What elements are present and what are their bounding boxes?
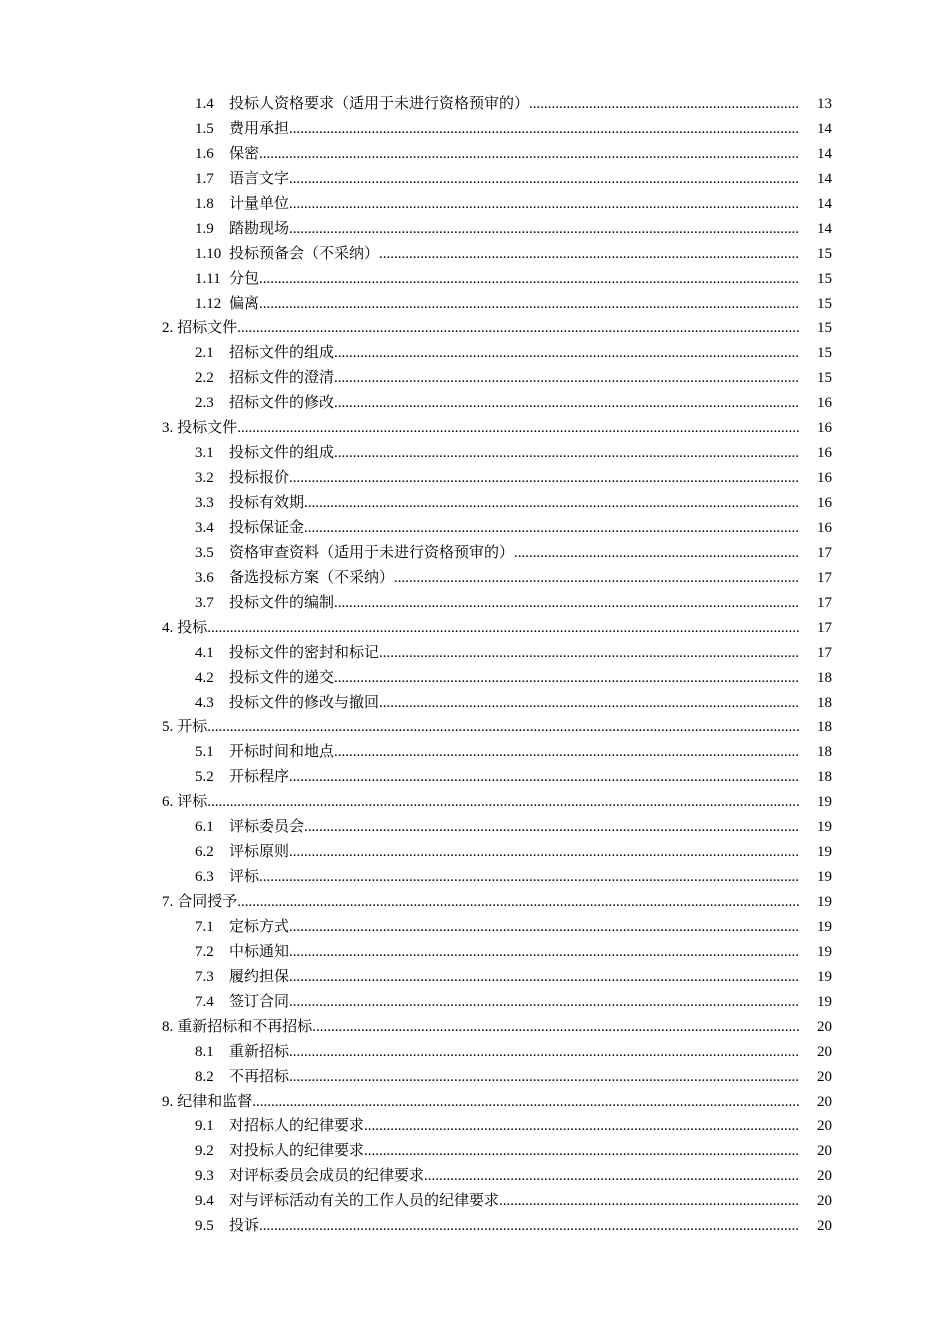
toc-page-number: 19 — [817, 894, 832, 910]
toc-page-number: 20 — [817, 1118, 832, 1135]
toc-page-number: 16 — [817, 470, 832, 487]
toc-page-number: 18 — [817, 769, 832, 786]
toc-page-number: 17 — [817, 544, 832, 561]
toc-entry-text — [195, 1065, 800, 1090]
toc-dot-leader — [289, 1040, 800, 1065]
toc-subsection-entry[interactable] — [0, 117, 950, 142]
toc-page-number: 17 — [817, 569, 832, 586]
toc-page-number: 17 — [817, 619, 832, 636]
toc-page-number: 19 — [817, 918, 832, 935]
toc-section-entry[interactable] — [0, 715, 950, 740]
toc-entry-number: 5.1 — [195, 744, 214, 761]
toc-entry-number: 2.2 — [195, 370, 214, 387]
toc-entry-number: 8.2 — [195, 1068, 214, 1085]
toc-subsection-entry[interactable] — [0, 92, 950, 117]
toc-entry-number: 1.11 — [195, 270, 221, 287]
toc-page-number: 19 — [817, 794, 832, 811]
toc-entry-number: 1.4 — [195, 96, 214, 112]
toc-entry-title: 评标 — [229, 869, 260, 886]
toc-page-number: 19 — [817, 844, 832, 861]
toc-subsection-entry[interactable] — [0, 840, 950, 865]
toc-subsection-entry[interactable] — [0, 1065, 950, 1090]
toc-entry-title: 投标文件的组成 — [229, 445, 335, 462]
toc-entry-number: 3. — [162, 420, 174, 437]
toc-entry-title: 开标时间和地点 — [229, 744, 335, 761]
toc-dot-leader — [529, 92, 800, 117]
toc-dot-leader — [289, 915, 800, 940]
toc-entry-number: 1.8 — [195, 195, 214, 212]
toc-entry-number: 4.2 — [195, 669, 214, 686]
toc-page-number: 18 — [817, 669, 832, 686]
toc-section-entry[interactable] — [0, 616, 950, 641]
toc-entry-title: 中标通知 — [229, 943, 290, 960]
toc-entry-title: 投标文件 — [177, 420, 238, 437]
toc-entry-title: 对评标委员会成员的纪律要求 — [229, 1168, 425, 1185]
toc-subsection-entry[interactable] — [0, 267, 950, 292]
toc-subsection-entry[interactable] — [0, 391, 950, 416]
toc-entry-title: 投标 — [177, 619, 208, 636]
toc-entry-number: 9.2 — [195, 1143, 214, 1160]
toc-entry-number: 5.2 — [195, 769, 214, 786]
toc-entry-text — [195, 666, 800, 691]
toc-entry-text — [195, 641, 800, 666]
toc-page-number: 15 — [817, 320, 832, 337]
toc-dot-leader — [289, 117, 800, 142]
toc-subsection-entry[interactable] — [0, 990, 950, 1015]
toc-entry-title: 费用承担 — [229, 120, 290, 137]
toc-dot-leader — [289, 167, 800, 192]
toc-dot-leader — [289, 466, 800, 491]
toc-subsection-entry[interactable] — [0, 167, 950, 192]
toc-entry-text — [195, 541, 800, 566]
toc-page-number: 16 — [817, 445, 832, 462]
toc-page-number: 14 — [817, 145, 832, 162]
toc-dot-leader — [334, 740, 800, 765]
toc-entry-text — [195, 1214, 800, 1239]
toc-subsection-entry[interactable] — [0, 815, 950, 840]
toc-page-number: 16 — [817, 495, 832, 511]
toc-page-number: 14 — [817, 120, 832, 137]
toc-dot-leader — [334, 366, 800, 391]
toc-entry-text — [195, 1189, 800, 1214]
toc-entry-text — [195, 217, 800, 242]
toc-entry-text — [162, 616, 800, 641]
toc-subsection-entry[interactable] — [0, 691, 950, 716]
toc-entry-number: 1.6 — [195, 145, 214, 162]
toc-dot-leader — [259, 292, 800, 317]
toc-dot-leader — [304, 491, 800, 516]
toc-dot-leader — [289, 965, 800, 990]
toc-entry-number: 3.7 — [195, 594, 214, 611]
toc-section-entry[interactable] — [0, 416, 950, 441]
toc-entry-number: 6. — [162, 794, 174, 811]
toc-page-number: 20 — [817, 1218, 832, 1235]
toc-entry-title: 投标人资格要求（适用于未进行资格预审的） — [229, 96, 530, 112]
toc-entry-title: 履约担保 — [229, 968, 290, 985]
toc-entry-title: 投标文件的递交 — [229, 669, 335, 686]
toc-entry-text — [195, 865, 800, 890]
toc-entry-title: 计量单位 — [229, 195, 290, 212]
toc-section-entry[interactable] — [0, 790, 950, 815]
toc-dot-leader — [364, 1114, 800, 1139]
toc-entry-title: 语言文字 — [229, 170, 290, 187]
toc-entry-text — [195, 591, 800, 616]
toc-dot-leader — [207, 790, 800, 815]
toc-entry-title: 招标文件的澄清 — [229, 370, 335, 387]
toc-entry-number: 9.4 — [195, 1193, 214, 1210]
toc-page-number: 20 — [817, 1193, 832, 1210]
toc-entry-title: 投标文件的编制 — [229, 594, 335, 611]
toc-entry-text — [195, 940, 800, 965]
toc-entry-number: 2.3 — [195, 395, 214, 412]
toc-dot-leader — [237, 316, 800, 341]
toc-subsection-entry[interactable] — [0, 366, 950, 391]
toc-subsection-entry[interactable] — [0, 641, 950, 666]
toc-dot-leader — [334, 441, 800, 466]
toc-page-number: 20 — [817, 1068, 832, 1085]
toc-entry-text — [195, 292, 800, 317]
toc-entry-title: 签订合同 — [229, 993, 290, 1010]
toc-subsection-entry[interactable] — [0, 1040, 950, 1065]
toc-section-entry[interactable] — [0, 1015, 950, 1040]
toc-entry-number: 3.2 — [195, 470, 214, 487]
toc-entry-text — [162, 416, 800, 441]
toc-dot-leader — [207, 715, 800, 740]
toc-page-number: 17 — [817, 594, 832, 611]
toc-entry-title: 偏离 — [229, 295, 260, 312]
toc-entry-title: 评标委员会 — [229, 819, 305, 836]
toc-dot-leader — [289, 765, 800, 790]
toc-entry-title: 不再招标 — [229, 1068, 290, 1085]
toc-dot-leader — [304, 815, 800, 840]
toc-page-number: 19 — [817, 993, 832, 1010]
toc-entry-number: 4.1 — [195, 644, 214, 661]
toc-page-number: 20 — [817, 1168, 832, 1185]
toc-subsection-entry[interactable] — [0, 740, 950, 765]
toc-entry-text — [195, 192, 800, 217]
toc-dot-leader — [379, 691, 800, 716]
toc-entry-text — [162, 1090, 800, 1115]
toc-entry-title: 投诉 — [229, 1218, 260, 1235]
toc-entry-text — [195, 167, 800, 192]
toc-entry-text — [195, 516, 800, 541]
toc-subsection-entry[interactable] — [0, 1164, 950, 1189]
toc-entry-text — [195, 466, 800, 491]
toc-page-number: 16 — [817, 519, 832, 536]
toc-subsection-entry[interactable] — [0, 591, 950, 616]
toc-entry-title: 对与评标活动有关的工作人员的纪律要求 — [229, 1193, 500, 1210]
toc-dot-leader — [379, 641, 800, 666]
toc-entry-title: 投标文件的修改与撤回 — [229, 694, 380, 711]
toc-dot-leader — [334, 666, 800, 691]
toc-dot-leader — [394, 566, 800, 591]
toc-entry-number: 3.3 — [195, 495, 214, 511]
toc-subsection-entry[interactable] — [0, 441, 950, 466]
toc-entry-number: 3.6 — [195, 569, 214, 586]
toc-entry-number: 7.1 — [195, 918, 214, 935]
toc-entry-text — [195, 92, 800, 117]
toc-entry-text — [195, 1114, 800, 1139]
toc-entry-text — [195, 142, 800, 167]
toc-entry-title: 招标文件的组成 — [229, 345, 335, 362]
toc-entry-text — [162, 890, 800, 915]
toc-subsection-entry[interactable] — [0, 341, 950, 366]
toc-entry-number: 3.4 — [195, 519, 214, 536]
toc-entry-number: 9.1 — [195, 1118, 214, 1135]
toc-entry-text — [195, 740, 800, 765]
toc-entry-text — [195, 815, 800, 840]
toc-entry-text — [162, 715, 800, 740]
toc-subsection-entry[interactable] — [0, 915, 950, 940]
toc-dot-leader — [312, 1015, 800, 1040]
toc-page-number: 15 — [817, 245, 832, 262]
toc-entry-text — [195, 491, 800, 516]
toc-page-number: 18 — [817, 719, 832, 736]
toc-page-number: 17 — [817, 644, 832, 661]
toc-section-entry[interactable] — [0, 316, 950, 341]
toc-subsection-entry[interactable] — [0, 1114, 950, 1139]
toc-subsection-entry[interactable] — [0, 865, 950, 890]
toc-entry-text — [162, 1015, 800, 1040]
toc-dot-leader — [364, 1139, 800, 1164]
toc-entry-number: 8.1 — [195, 1043, 214, 1060]
toc-page-number: 13 — [817, 96, 832, 112]
toc-subsection-entry[interactable] — [0, 666, 950, 691]
toc-page-number: 19 — [817, 943, 832, 960]
toc-entry-number: 8. — [162, 1018, 174, 1035]
toc-page-number: 14 — [817, 220, 832, 237]
toc-dot-leader — [207, 616, 800, 641]
toc-entry-number: 7. — [162, 894, 174, 910]
toc-page-number: 15 — [817, 370, 832, 387]
toc-dot-leader — [379, 242, 800, 267]
toc-page-number: 15 — [817, 345, 832, 362]
toc-entry-title: 纪律和监督 — [177, 1093, 253, 1110]
toc-subsection-entry[interactable] — [0, 1139, 950, 1164]
toc-dot-leader — [334, 391, 800, 416]
toc-page-number: 14 — [817, 195, 832, 212]
toc-dot-leader — [259, 142, 800, 167]
toc-subsection-entry[interactable] — [0, 466, 950, 491]
toc-entry-number: 1.10 — [195, 245, 222, 262]
toc-entry-number: 7.4 — [195, 993, 214, 1010]
toc-page-number: 20 — [817, 1143, 832, 1160]
toc-entry-number: 2. — [162, 320, 174, 337]
toc-section-entry[interactable] — [0, 890, 950, 915]
toc-entry-text — [195, 691, 800, 716]
toc-entry-title: 合同授予 — [177, 894, 238, 910]
toc-entry-number: 6.2 — [195, 844, 214, 861]
toc-entry-number: 6.3 — [195, 869, 214, 886]
toc-dot-leader — [237, 890, 800, 915]
toc-entry-text — [195, 441, 800, 466]
toc-entry-text — [195, 1139, 800, 1164]
toc-entry-number: 1.7 — [195, 170, 214, 187]
toc-entry-title: 开标程序 — [229, 769, 290, 786]
toc-entry-text — [195, 391, 800, 416]
toc-entry-title: 投标文件的密封和标记 — [229, 644, 380, 661]
toc-entry-number: 4. — [162, 619, 174, 636]
toc-entry-text — [195, 965, 800, 990]
toc-entry-text — [195, 117, 800, 142]
toc-dot-leader — [289, 940, 800, 965]
toc-page-number: 18 — [817, 694, 832, 711]
toc-entry-number: 1.9 — [195, 220, 214, 237]
toc-entry-title: 备选投标方案（不采纳） — [229, 569, 395, 586]
toc-entry-number: 2.1 — [195, 345, 214, 362]
table-of-contents — [0, 92, 950, 1239]
toc-entry-title: 分包 — [229, 270, 260, 287]
toc-entry-title: 重新招标和不再招标 — [177, 1018, 313, 1035]
toc-entry-number: 3.5 — [195, 544, 214, 561]
toc-entry-text — [195, 990, 800, 1015]
toc-entry-number: 1.5 — [195, 120, 214, 137]
toc-subsection-entry[interactable] — [0, 541, 950, 566]
toc-dot-leader — [252, 1090, 800, 1115]
toc-subsection-entry[interactable] — [0, 516, 950, 541]
toc-entry-title: 评标 — [177, 794, 208, 811]
toc-subsection-entry[interactable] — [0, 491, 950, 516]
toc-entry-text — [195, 341, 800, 366]
toc-dot-leader — [304, 516, 800, 541]
toc-entry-number: 5. — [162, 719, 174, 736]
toc-entry-title: 对投标人的纪律要求 — [229, 1143, 365, 1160]
toc-page-number: 14 — [817, 170, 832, 187]
toc-subsection-entry[interactable] — [0, 940, 950, 965]
toc-dot-leader — [289, 990, 800, 1015]
toc-dot-leader — [259, 865, 800, 890]
toc-subsection-entry[interactable] — [0, 1189, 950, 1214]
toc-dot-leader — [424, 1164, 800, 1189]
toc-entry-title: 投标预备会（不采纳） — [229, 245, 380, 262]
toc-page-number: 20 — [817, 1043, 832, 1060]
toc-subsection-entry[interactable] — [0, 242, 950, 267]
toc-entry-text — [195, 366, 800, 391]
toc-entry-text — [162, 790, 800, 815]
toc-page-number: 20 — [817, 1018, 832, 1035]
toc-page-number: 20 — [817, 1093, 832, 1110]
toc-entry-number: 4.3 — [195, 694, 214, 711]
toc-subsection-entry[interactable] — [0, 566, 950, 591]
toc-section-entry[interactable] — [0, 1090, 950, 1115]
toc-entry-number: 6.1 — [195, 819, 214, 836]
toc-entry-text — [195, 915, 800, 940]
toc-page-number: 19 — [817, 819, 832, 836]
toc-subsection-entry[interactable] — [0, 1214, 950, 1239]
toc-dot-leader — [499, 1189, 800, 1214]
toc-entry-number: 9.5 — [195, 1218, 214, 1235]
toc-entry-title: 开标 — [177, 719, 208, 736]
toc-page-number: 15 — [817, 270, 832, 287]
toc-entry-text — [162, 316, 800, 341]
toc-entry-number: 9. — [162, 1093, 174, 1110]
toc-dot-leader — [289, 192, 800, 217]
toc-entry-number: 7.2 — [195, 943, 214, 960]
toc-entry-title: 评标原则 — [229, 844, 290, 861]
toc-dot-leader — [259, 1214, 800, 1239]
toc-entry-text — [195, 765, 800, 790]
toc-dot-leader — [514, 541, 800, 566]
toc-entry-title: 投标保证金 — [229, 519, 305, 536]
toc-entry-title: 招标文件的修改 — [229, 395, 335, 412]
toc-entry-number: 9.3 — [195, 1168, 214, 1185]
toc-dot-leader — [289, 1065, 800, 1090]
toc-entry-text — [195, 1040, 800, 1065]
toc-subsection-entry[interactable] — [0, 192, 950, 217]
toc-entry-number: 1.12 — [195, 295, 222, 312]
toc-entry-title: 招标文件 — [177, 320, 238, 337]
toc-entry-number: 3.1 — [195, 445, 214, 462]
toc-entry-title: 踏勘现场 — [229, 220, 290, 237]
toc-entry-number: 7.3 — [195, 968, 214, 985]
toc-page-number: 16 — [817, 420, 832, 437]
toc-entry-title: 保密 — [229, 145, 260, 162]
toc-page-number: 19 — [817, 869, 832, 886]
toc-subsection-entry[interactable] — [0, 765, 950, 790]
toc-page-number: 18 — [817, 744, 832, 761]
toc-dot-leader — [237, 416, 800, 441]
toc-subsection-entry[interactable] — [0, 292, 950, 317]
toc-entry-title: 定标方式 — [229, 918, 290, 935]
toc-subsection-entry[interactable] — [0, 142, 950, 167]
toc-entry-title: 重新招标 — [229, 1043, 290, 1060]
toc-entry-text — [195, 267, 800, 292]
toc-dot-leader — [289, 840, 800, 865]
toc-dot-leader — [334, 341, 800, 366]
toc-entry-text — [195, 566, 800, 591]
toc-page-number: 16 — [817, 395, 832, 412]
toc-subsection-entry[interactable] — [0, 217, 950, 242]
toc-entry-text — [195, 1164, 800, 1189]
toc-entry-title: 对招标人的纪律要求 — [229, 1118, 365, 1135]
toc-dot-leader — [259, 267, 800, 292]
toc-entry-text — [195, 242, 800, 267]
toc-page-number: 19 — [817, 968, 832, 985]
toc-entry-title: 投标报价 — [229, 470, 290, 487]
toc-entry-title: 投标有效期 — [229, 495, 305, 511]
toc-entry-text — [195, 840, 800, 865]
toc-page-number: 15 — [817, 295, 832, 312]
toc-subsection-entry[interactable] — [0, 965, 950, 990]
toc-entry-title: 资格审查资料（适用于未进行资格预审的） — [229, 544, 515, 561]
toc-dot-leader — [334, 591, 800, 616]
toc-dot-leader — [289, 217, 800, 242]
